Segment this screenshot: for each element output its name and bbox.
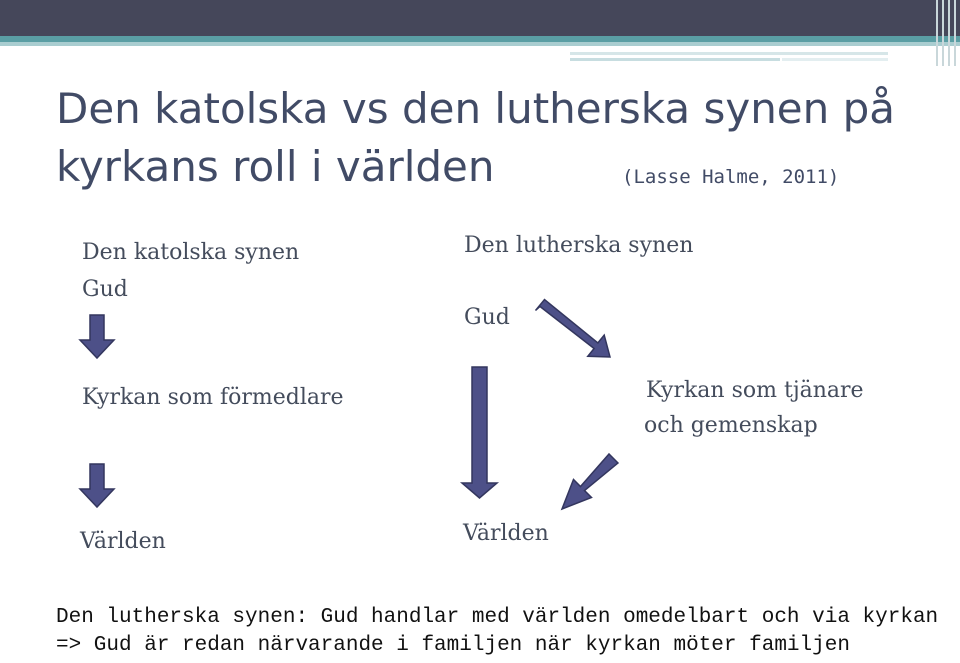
citation: (Lasse Halme, 2011) bbox=[622, 166, 840, 188]
lutheran-world-label: Världen bbox=[463, 521, 549, 546]
arrow-down-icon bbox=[462, 367, 497, 498]
catholic-heading: Den katolska synen bbox=[82, 240, 300, 265]
arrow-down-icon bbox=[80, 464, 114, 507]
catholic-church-label: Kyrkan som förmedlare bbox=[82, 385, 344, 410]
lutheran-church-line-2: och gemenskap bbox=[644, 413, 818, 438]
catholic-world-label: Världen bbox=[80, 529, 166, 554]
lutheran-church-line-1: Kyrkan som tjänare bbox=[646, 378, 864, 403]
arrow-down-icon bbox=[80, 315, 114, 358]
title-line-2: kyrkans roll i världen bbox=[56, 142, 495, 191]
lutheran-god-label: Gud bbox=[464, 305, 510, 330]
lutheran-heading: Den lutherska synen bbox=[464, 233, 694, 258]
footer-line-1: Den lutherska synen: Gud handlar med världen omedelbart och via kyrkan bbox=[56, 606, 939, 629]
title-line-1: Den katolska vs den lutherska synen på bbox=[56, 84, 896, 133]
arrow-diagonal-down-right-icon bbox=[536, 300, 611, 358]
catholic-god-label: Gud bbox=[82, 277, 128, 302]
footer-line-2: => Gud är redan närvarande i familjen när kyrkan möter familjen bbox=[56, 634, 850, 657]
arrow-diagonal-down-left-icon bbox=[562, 454, 618, 509]
